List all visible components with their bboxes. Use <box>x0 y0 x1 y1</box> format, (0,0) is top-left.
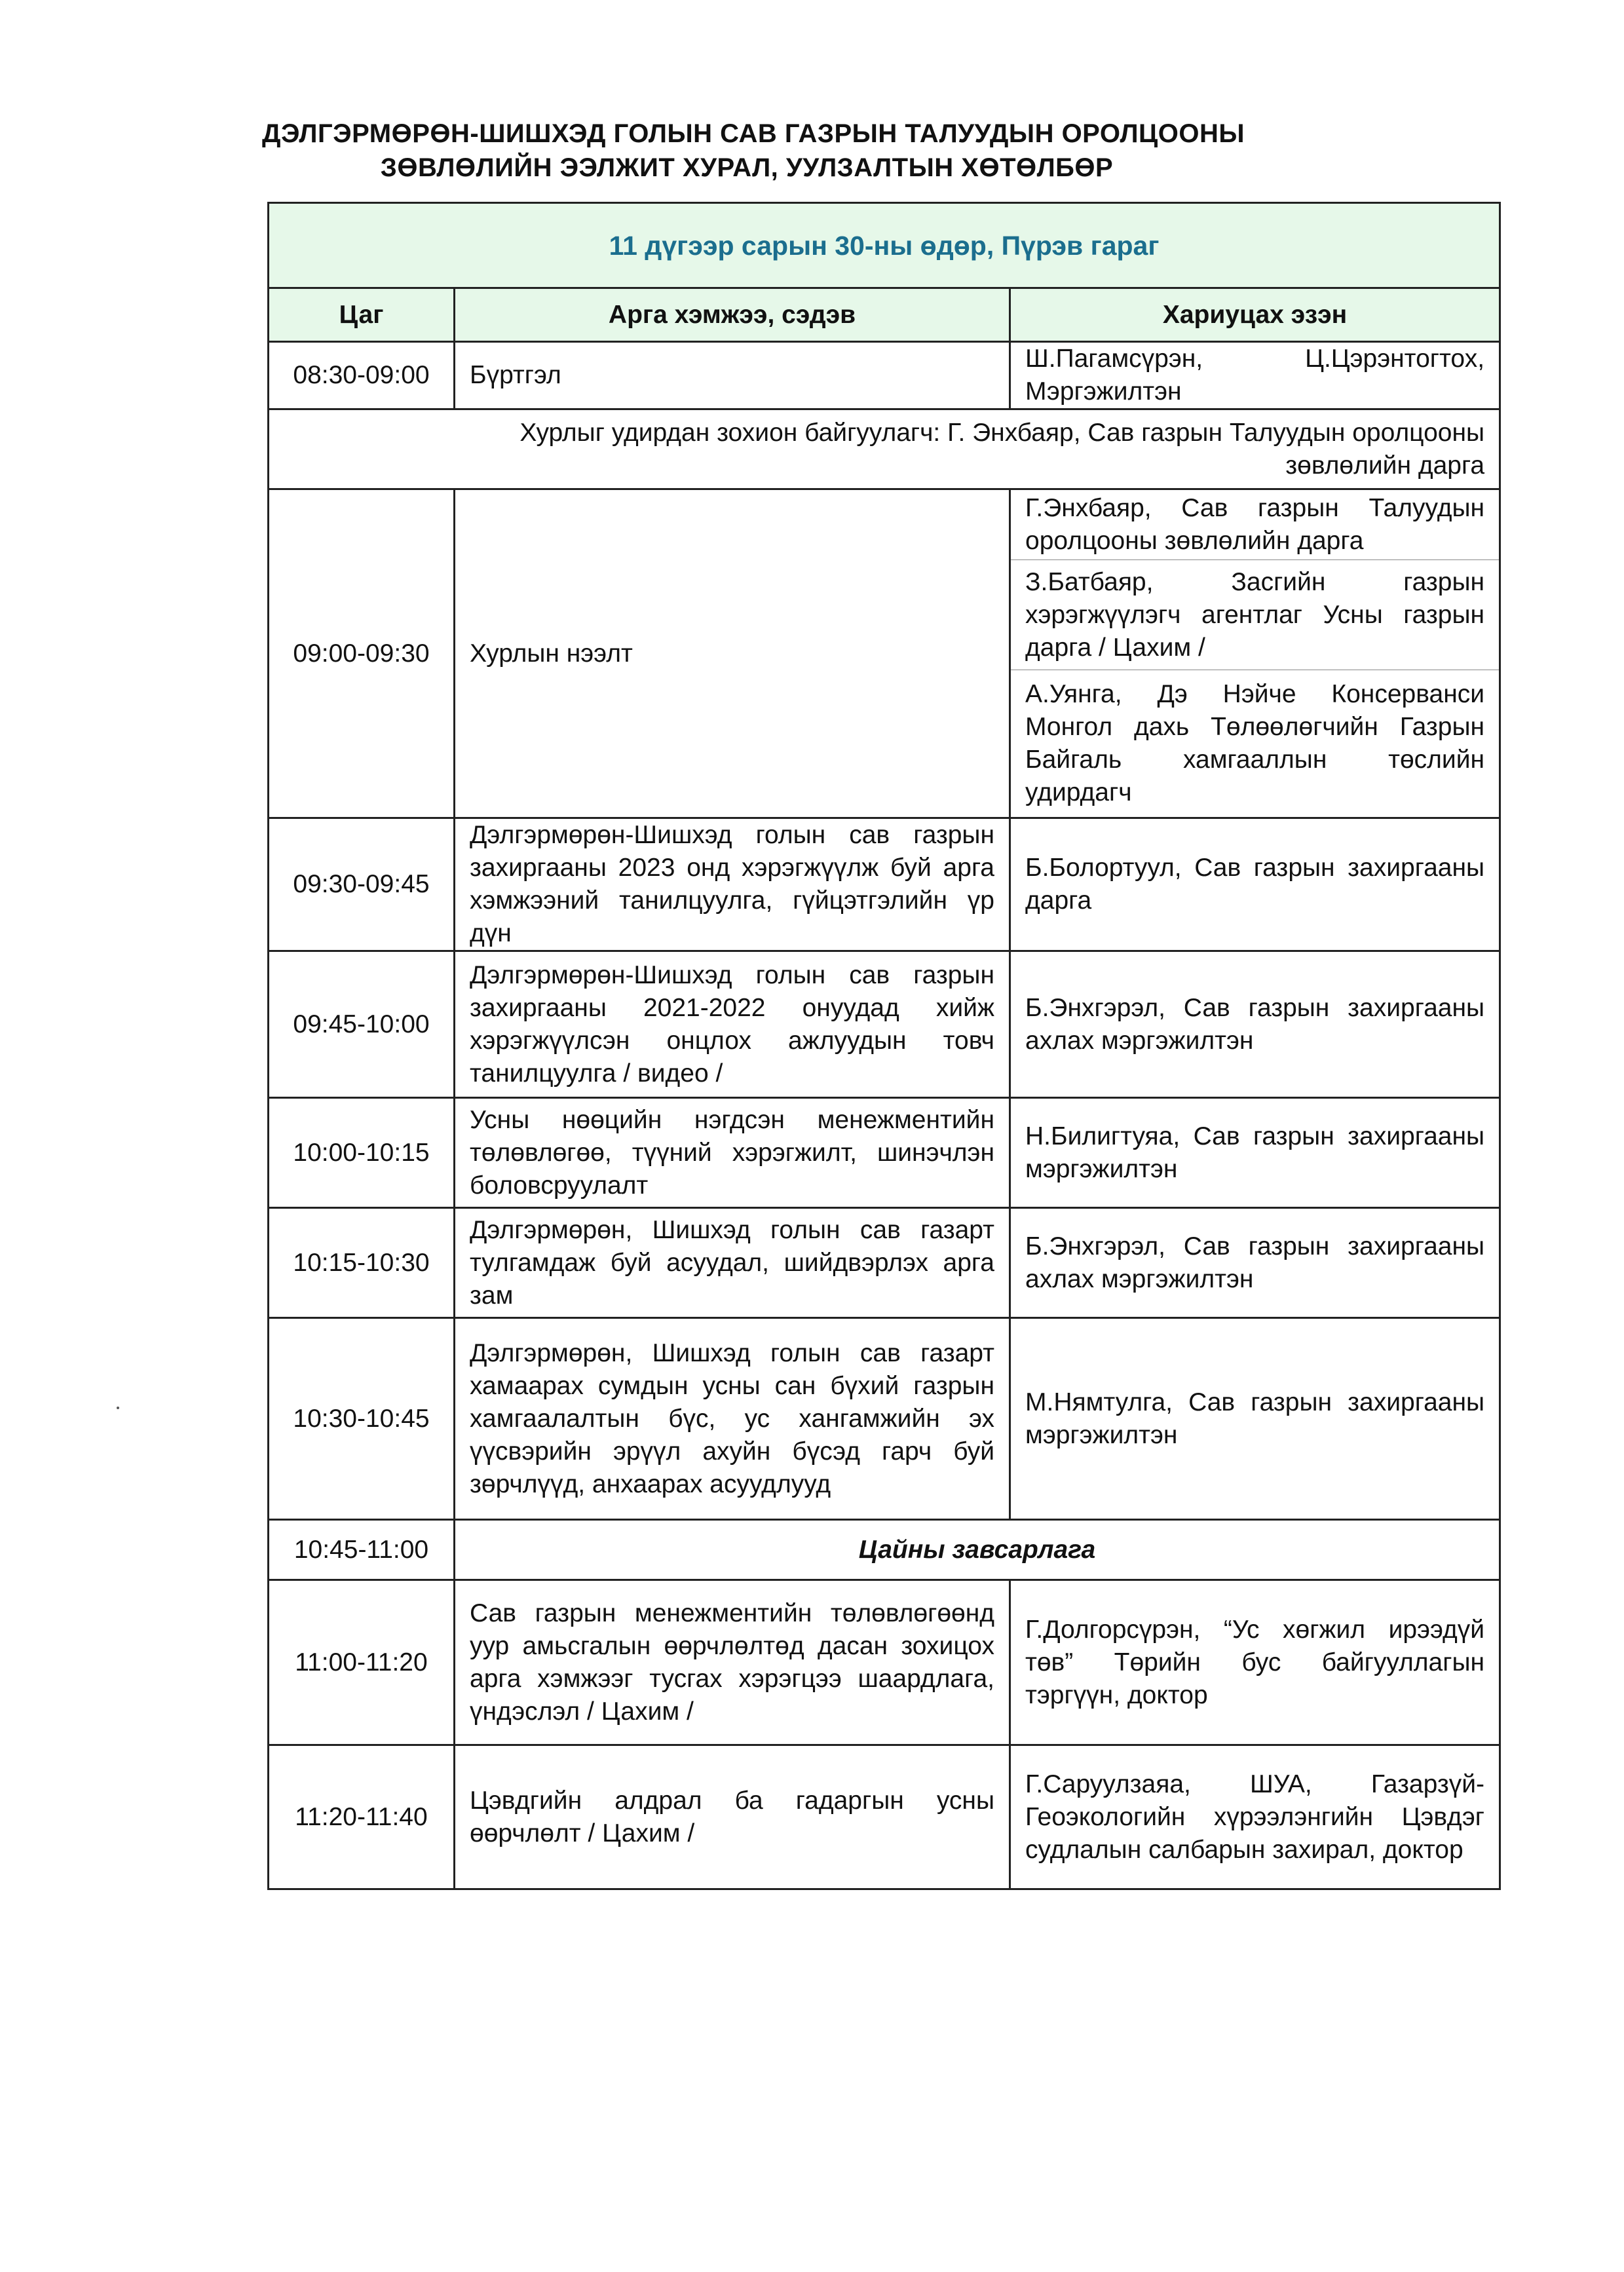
activity-cell: Бүртгэл <box>455 342 1010 409</box>
table-row <box>269 342 1500 409</box>
time-cell: 09:45-10:00 <box>269 951 455 1098</box>
title-line-1: ДЭЛГЭРМӨРӨН-ШИШХЭД ГОЛЫН САВ ГАЗРЫН ТАЛУУДЫН ОРОЛЦООНЫ <box>262 119 1245 148</box>
column-header-time: Цаг <box>269 288 455 342</box>
date-header-row <box>269 203 1500 288</box>
table-row <box>269 1318 1500 1520</box>
time-cell: 11:00-11:20 <box>269 1580 455 1745</box>
time-cell: 08:30-09:00 <box>269 342 455 409</box>
responsible-cell: Б.Энхгэрэл, Сав газрын захиргааны ахлах мэргэжилтэн <box>1010 951 1500 1098</box>
responsible-cell: Б.Болортуул, Сав газрын захиргааны дарга <box>1010 818 1500 951</box>
activity-cell: Хурлын нээлт <box>455 489 1010 818</box>
time-cell: 10:30-10:45 <box>269 1318 455 1520</box>
document-title <box>262 117 1245 185</box>
schedule-table <box>267 202 1501 1890</box>
table-row <box>269 1745 1500 1889</box>
activity-cell: Дэлгэрмөрөн, Шишхэд голын сав газарт хамаарах сумдын усны сан бүхий газрын хамгаалалтын бүс, ус хангамжийн эх үүсвэрийн эрүүл ахуйн бүсэд гарч буй зөрчлүүд, анхаарах асуудлууд <box>455 1318 1010 1520</box>
time-cell: 09:00-09:30 <box>269 489 455 818</box>
responsible-cell: М.Нямтулга, Сав газрын захиргааны мэргэжилтэн <box>1010 1318 1500 1520</box>
table-row <box>269 489 1500 560</box>
responsible-cell: З.Батбаяр, Засгийн газрын хэрэгжүүлэгч агентлаг Усны газрын дарга / Цахим / <box>1010 560 1500 670</box>
responsible-cell: Г.Долгорсүрэн, “Ус хөгжил ирээдүй төв” Төрийн бус байгууллагын тэргүүн, доктор <box>1010 1580 1500 1745</box>
time-cell: 10:15-10:30 <box>269 1208 455 1318</box>
responsible-cell: Г.Энхбаяр, Сав газрын Талуудын оролцооны зөвлөлийн дарга <box>1010 489 1500 560</box>
activity-cell: Цэвдгийн алдрал ба гадаргын усны өөрчлөлт / Цахим / <box>455 1745 1010 1889</box>
activity-cell: Дэлгэрмөрөн-Шишхэд голын сав газрын захиргааны 2021-2022 онуудад хийж хэрэгжүүлсэн онцлох ажлуудын товч танилцуулга / видео / <box>455 951 1010 1098</box>
activity-cell: Усны нөөцийн нэгдсэн менежментийн төлөвлөгөө, түүний хэрэгжилт, шинэчлэн боловсруулалт <box>455 1098 1010 1208</box>
time-cell: 10:00-10:15 <box>269 1098 455 1208</box>
time-cell: 10:45-11:00 <box>269 1520 455 1580</box>
responsible-cell: Б.Энхгэрэл, Сав газрын захиргааны ахлах мэргэжилтэн <box>1010 1208 1500 1318</box>
table-row <box>269 818 1500 951</box>
tea-break-label: Цайны завсарлага <box>455 1520 1500 1580</box>
organizer-note <box>269 409 1500 489</box>
date-header: 11 дүгээр сарын 30-ны өдөр, Пүрэв гараг <box>269 203 1500 288</box>
activity-cell: Дэлгэрмөрөн, Шишхэд голын сав газарт тулгамдаж буй асуудал, шийдвэрлэх арга зам <box>455 1208 1010 1318</box>
activity-cell: Дэлгэрмөрөн-Шишхэд голын сав газрын захиргааны 2023 онд хэрэгжүүлж буй арга хэмжээний танилцуулга, гүйцэтгэлийн үр дүн <box>455 818 1010 951</box>
activity-cell: Сав газрын менежментийн төлөвлөгөөнд уур амьсгалын өөрчлөлтөд дасан зохицох арга хэмжээг тусгах хэрэгцээ шаардлага, үндэслэл / Цахим / <box>455 1580 1010 1745</box>
time-cell: 09:30-09:45 <box>269 818 455 951</box>
tea-break-row <box>269 1520 1500 1580</box>
table-row <box>269 1098 1500 1208</box>
organizer-line-1: Хурлыг удирдан зохион байгуулагч: Г. Энхбаяр, Сав газрын Талуудын оролцооны <box>519 418 1485 447</box>
title-line-2: ЗӨВЛӨЛИЙН ЭЭЛЖИТ ХУРАЛ, УУЛЗАЛТЫН ХӨТӨЛБӨР <box>380 153 1114 182</box>
responsible-cell: А.Уянга, Дэ Нэйче Консерванси Монгол дахь Төлөөлөгчийн Газрын Байгаль хамгааллын төслийн удирдагч <box>1010 670 1500 818</box>
table-row <box>269 951 1500 1098</box>
organizer-line-2: зөвлөлийн дарга <box>1285 451 1485 480</box>
responsible-cell: Ш.Пагамсүрэн, Ц.Цэрэнтогтох, Мэргэжилтэн <box>1010 342 1500 409</box>
table-row <box>269 1208 1500 1318</box>
scan-speck <box>117 1407 119 1409</box>
responsible-cell: Г.Саруулзаяа, ШУА, Газарзүй-Геоэкологийн хүрээлэнгийн Цэвдэг судлалын салбарын захирал, доктор <box>1010 1745 1500 1889</box>
organizer-row <box>269 409 1500 489</box>
responsible-cell: Н.Билигтуяа, Сав газрын захиргааны мэргэжилтэн <box>1010 1098 1500 1208</box>
time-cell: 11:20-11:40 <box>269 1745 455 1889</box>
table-row <box>269 1580 1500 1745</box>
column-header-responsible: Хариуцах эзэн <box>1010 288 1500 342</box>
column-header-activity: Арга хэмжээ, сэдэв <box>455 288 1010 342</box>
column-header-row <box>269 288 1500 342</box>
